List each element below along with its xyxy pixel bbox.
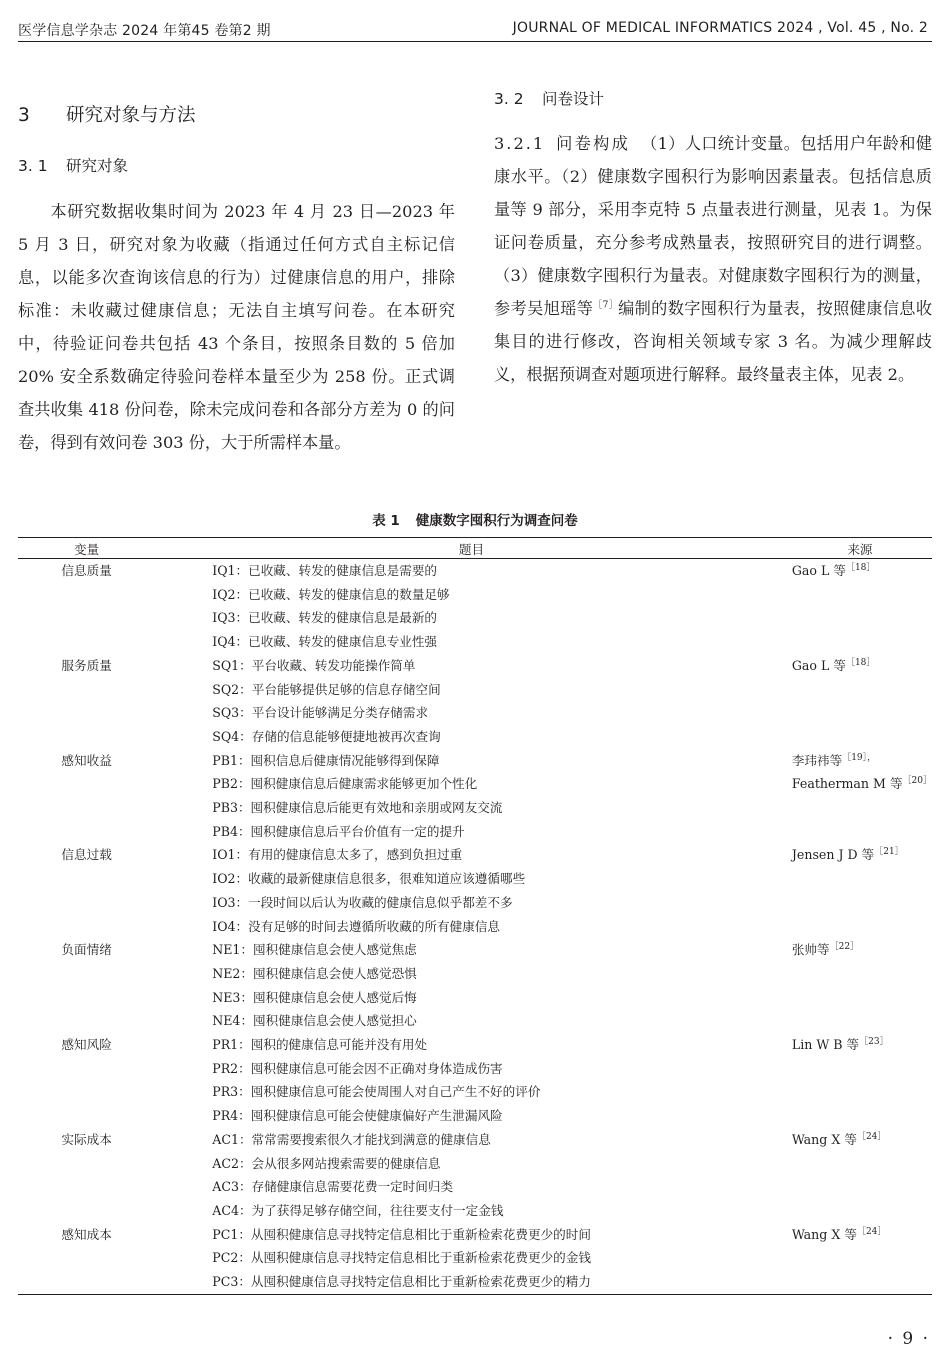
cell-source: [788, 986, 932, 1010]
cell-item: NE1：囤积健康信息会使人感觉焦虑: [212, 942, 417, 958]
table-row: [18, 1128, 932, 1152]
table-1: [18, 537, 932, 1295]
cell-source: [788, 701, 932, 725]
source-author: 张帅等: [791, 942, 830, 958]
subsection-3-2-1-number: 3.2.1: [494, 134, 546, 153]
cell-variable: [18, 915, 155, 939]
section-3-1-paragraph: 本研究数据收集时间为 2023 年 4 月 23 日—2023 年 5 月 3 日，研究对象为收藏（指通过任何方式自主标记信息，以能多次查询该信息的行为）过健康信息的用户，排除标准：未收藏过健康信息；无法自主填写问卷。在本研究中，待验证问卷共包括 43 个条目，按照条目数的 5 倍加 20% 安全系数确定待验问卷样本量至少为 258 份。正式调查共收集 418 份问卷，除未完成问卷和各部分方差为 0 的问卷，得到有效问卷 303 份，大于所需样本量。: [18, 202, 455, 452]
source-author: Jensen J D 等: [791, 847, 875, 863]
cell-item: PC3：从囤积健康信息寻找特定信息相比于重新检索花费更少的精力: [155, 1270, 788, 1294]
section-3-number: 3: [18, 105, 30, 126]
source-citation: ［19］，: [842, 752, 877, 763]
cell-source: [788, 867, 932, 891]
table-row: [18, 1080, 932, 1104]
table-row: [18, 796, 932, 820]
table-row: [18, 1057, 932, 1081]
source-author: Featherman M 等: [791, 776, 903, 792]
source-citation: ［20］: [902, 776, 932, 787]
cell-item: AC1：常常需要搜索很久才能找到满意的健康信息: [212, 1131, 491, 1147]
cell-source: [788, 725, 932, 749]
cell-item: PB3：囤积健康信息后能更有效地和亲朋或网友交流: [212, 800, 503, 816]
cell-item: SQ4：存储的信息能够便捷地被再次查询: [212, 728, 441, 744]
cell-item: SQ3：平台设计能够满足分类存储需求: [212, 705, 429, 721]
source-author: Gao L 等: [791, 563, 846, 578]
table-row: [18, 962, 932, 986]
section-3-1-heading: [18, 154, 128, 176]
subsection-3-2-1-title: 问卷构成: [556, 134, 631, 153]
cell-variable: [18, 867, 155, 891]
section-3-2-heading: [494, 87, 604, 109]
cell-item: IQ3：已收藏、转发的健康信息是最新的: [212, 610, 438, 626]
cell-variable: [18, 701, 155, 725]
cell-item: IO1：有用的健康信息太多了，感到负担过重: [212, 847, 463, 863]
cell-source: [788, 1199, 932, 1223]
table-row: [18, 606, 932, 630]
cell-source: [788, 1128, 932, 1152]
cell-source: [788, 630, 932, 654]
cell-variable: [18, 725, 155, 749]
cell-source: [788, 962, 932, 986]
cell-item: PC2：从囤积健康信息寻找特定信息相比于重新检索花费更少的金钱: [212, 1250, 591, 1266]
cell-source: [788, 915, 932, 939]
table-row: [18, 1199, 932, 1223]
page-number: · 9 ·: [887, 1329, 930, 1349]
running-header-left: 医学信息学杂志 2024 年第45 卷第2 期: [18, 23, 271, 39]
table-row: [18, 1033, 932, 1057]
cell-source: [788, 1175, 932, 1199]
cell-variable: [18, 1270, 155, 1294]
cell-source: [788, 583, 932, 607]
cell-variable: [18, 820, 155, 844]
section-3-1-number: 3. 1: [18, 157, 48, 175]
cell-variable: [18, 772, 155, 796]
cell-source: [788, 1270, 932, 1294]
cell-variable: 感知收益: [61, 752, 112, 768]
table-row: [18, 1009, 932, 1033]
cell-variable: 感知成本: [61, 1226, 112, 1242]
source-author: 李玮祎等: [791, 752, 843, 768]
source-citation: ［24］: [856, 1226, 887, 1237]
table-row: [18, 938, 932, 962]
cell-variable: [18, 1175, 155, 1199]
cell-source: [788, 1033, 932, 1057]
cell-source: [788, 1152, 932, 1176]
cell-variable: [18, 962, 155, 986]
table-row: [18, 749, 932, 773]
table-row: [18, 654, 932, 678]
cell-variable: 负面情绪: [61, 942, 112, 958]
table-row: [18, 986, 932, 1010]
source-citation: ［21］: [874, 847, 904, 858]
cell-item: AC4：为了获得足够存储空间，往往要支付一定金钱: [212, 1202, 504, 1218]
table-row: [18, 1152, 932, 1176]
source-author: Wang X 等: [791, 1226, 857, 1242]
cell-variable: 信息过载: [61, 847, 112, 863]
cell-source: [788, 1246, 932, 1270]
table-row: [18, 843, 932, 867]
cell-item: PR1：囤积的健康信息可能并没有用处: [212, 1037, 428, 1053]
table-body: [18, 559, 932, 1295]
left-column: [18, 195, 455, 459]
cell-source: [788, 1009, 932, 1033]
cell-variable: [18, 1152, 155, 1176]
section-3-heading: [18, 101, 196, 127]
cell-source: [788, 1080, 932, 1104]
table-row: [18, 867, 932, 891]
cell-source: [788, 1057, 932, 1081]
table-row: [18, 1175, 932, 1199]
cell-item: SQ2：平台能够提供足够的信息存储空间: [212, 681, 441, 697]
cell-item: PB1：囤积信息后健康情况能够得到保障: [212, 752, 440, 768]
cell-variable: [18, 1199, 155, 1223]
cell-source: [788, 654, 932, 678]
table-row: [18, 1104, 932, 1128]
table-1-caption: [0, 509, 950, 529]
source-citation: ［22］: [829, 942, 860, 953]
source-author: Gao L 等: [791, 657, 846, 673]
section-3-2-title: 问卷设计: [542, 90, 605, 108]
cell-variable: [18, 1246, 155, 1270]
table-1-number: 表 1: [372, 513, 400, 529]
cell-source: [788, 843, 932, 867]
cell-item: PC1：从囤积健康信息寻找特定信息相比于重新检索花费更少的时间: [212, 1226, 591, 1242]
cell-source: [788, 606, 932, 630]
right-column: [494, 127, 932, 391]
table-row: [18, 1246, 932, 1270]
table-row: [18, 725, 932, 749]
cell-source: [788, 772, 932, 796]
source-citation: ［23］: [859, 1036, 889, 1047]
cell-variable: 信息质量: [61, 563, 112, 578]
cell-source: [788, 820, 932, 844]
table-row: [18, 1223, 932, 1247]
cell-source: [788, 749, 932, 773]
citation-7: ［7］: [593, 300, 619, 311]
cell-variable: [18, 1104, 155, 1128]
cell-variable: [18, 1057, 155, 1081]
source-citation: ［24］: [856, 1131, 887, 1142]
cell-variable: 感知风险: [61, 1037, 112, 1053]
cell-variable: [18, 630, 155, 654]
cell-item: IO4：没有足够的时间去遵循所收藏的所有健康信息: [212, 918, 500, 934]
section-3-2-1-paragraph: [494, 127, 932, 391]
cell-variable: 服务质量: [61, 657, 112, 673]
header-item: 题目: [155, 538, 788, 559]
source-citation: ［18］: [845, 657, 876, 668]
cell-item: PR3：囤积健康信息可能会使周围人对自己产生不好的评价: [212, 1084, 541, 1100]
cell-item: SQ1：平台收藏、转发功能操作简单: [212, 657, 416, 673]
table-header-row: [18, 538, 932, 559]
cell-variable: [18, 678, 155, 702]
cell-variable: [18, 606, 155, 630]
section-3-2-number: 3. 2: [494, 90, 524, 108]
cell-source: [788, 1223, 932, 1247]
table-row: [18, 772, 932, 796]
cell-source: [788, 938, 932, 962]
cell-item: PR4：囤积健康信息可能会使健康偏好产生泄漏风险: [212, 1108, 503, 1124]
table-row: [18, 915, 932, 939]
section-3-title: 研究对象与方法: [66, 105, 196, 126]
table-row: [18, 1270, 932, 1294]
cell-item: PB4：囤积健康信息后平台价值有一定的提升: [212, 823, 465, 839]
cell-item: AC3：存储健康信息需要花费一定时间归类: [212, 1179, 454, 1195]
table-row: [18, 891, 932, 915]
cell-variable: 实际成本: [61, 1131, 112, 1147]
header-source: 来源: [788, 538, 932, 559]
cell-item: IQ1：已收藏、转发的健康信息是需要的: [212, 563, 438, 578]
cell-variable: [18, 1009, 155, 1033]
header-variable: 变量: [18, 538, 155, 559]
cell-source: [788, 1104, 932, 1128]
cell-source: [788, 678, 932, 702]
cell-source: [788, 891, 932, 915]
cell-item: NE3：囤积健康信息会使人感觉后悔: [212, 989, 417, 1005]
header-rule: [18, 41, 932, 42]
cell-item: PR2：囤积健康信息可能会因不正确对身体造成伤害: [212, 1060, 503, 1076]
table-row: [18, 701, 932, 725]
cell-variable: [18, 583, 155, 607]
cell-source: [788, 559, 932, 583]
cell-variable: [18, 986, 155, 1010]
source-citation: ［18］: [845, 562, 876, 573]
cell-variable: [18, 891, 155, 915]
table-1-title: 健康数字囤积行为调查问卷: [415, 513, 578, 529]
cell-variable: [18, 796, 155, 820]
cell-variable: [18, 1080, 155, 1104]
table-row: [18, 820, 932, 844]
paragraph-part-b: 编制的数字囤积行为量表，按照健康信息收集目的进行修改，咨询相关领域专家 3 名。为减少理解歧义，根据预调查对题项进行解释。最终量表主体，见表 2。: [494, 299, 933, 384]
cell-item: NE2：囤积健康信息会使人感觉恐惧: [212, 965, 417, 981]
source-author: Wang X 等: [791, 1131, 857, 1147]
source-author: Lin W B 等: [791, 1037, 860, 1053]
cell-item: IQ4：已收藏、转发的健康信息专业性强: [212, 634, 438, 650]
section-3-1-title: 研究对象: [66, 157, 129, 175]
cell-item: IO3：一段时间以后认为收藏的健康信息似乎都差不多: [212, 894, 513, 910]
running-header-right: JOURNAL OF MEDICAL INFORMATICS 2024 , Vol. 45 , No. 2: [512, 20, 928, 36]
table-row: [18, 630, 932, 654]
cell-item: NE4：囤积健康信息会使人感觉担心: [212, 1013, 417, 1029]
cell-source: [788, 796, 932, 820]
table-row: [18, 678, 932, 702]
paragraph-part-a: （1）人口统计变量。包括用户年龄和健康水平。（2）健康数字囤积行为影响因素量表。包括信息质量等 9 部分，采用李克特 5 点量表进行测量，见表 1。为保证问卷质量，充分参考成熟量表，按照研究目的进行调整。（3）健康数字囤积行为量表。对健康数字囤积行为的测量，参考吴旭瑶等: [494, 134, 933, 318]
cell-item: IO2：收藏的最新健康信息很多，很难知道应该遵循哪些: [212, 871, 526, 887]
cell-item: PB2：囤积健康信息后健康需求能够更加个性化: [212, 776, 478, 792]
cell-item: IQ2：已收藏、转发的健康信息的数量足够: [212, 586, 450, 602]
table-row: [18, 583, 932, 607]
table-row: [18, 559, 932, 583]
cell-item: AC2：会从很多网站搜索需要的健康信息: [212, 1155, 441, 1171]
